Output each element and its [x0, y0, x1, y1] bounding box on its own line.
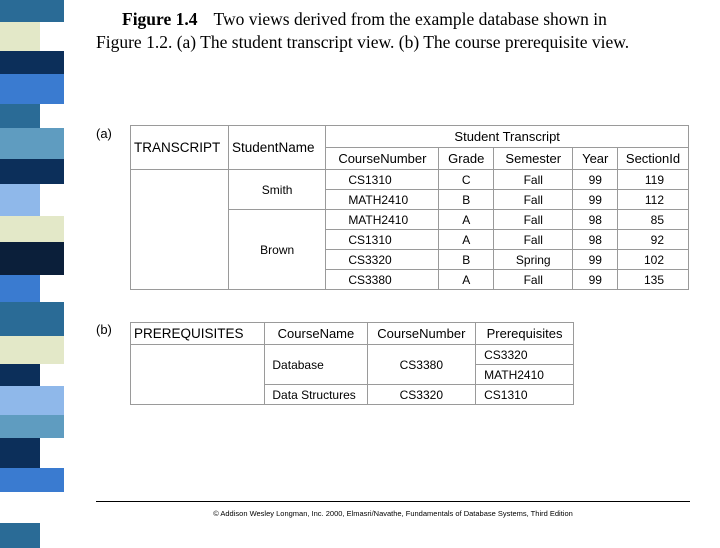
transcript-cell: 98	[573, 210, 618, 230]
prerequisite-row	[131, 345, 574, 365]
course-name: Data Structures	[265, 385, 367, 405]
transcript-view-name: TRANSCRIPT	[131, 126, 229, 170]
transcript-cell: 92	[618, 230, 689, 250]
caption-line-1: Two views derived from the example database shown in	[213, 9, 607, 29]
transcript-cell: 99	[573, 270, 618, 290]
transcript-cell: CS3320	[326, 250, 439, 270]
column-header-grade: Grade	[439, 148, 494, 170]
stripe-block	[0, 275, 40, 302]
transcript-cell: 112	[618, 190, 689, 210]
student-transcript-header: Student Transcript	[326, 126, 689, 148]
transcript-cell: 85	[618, 210, 689, 230]
stripe-block	[0, 184, 40, 216]
course-number: CS3320	[367, 385, 476, 405]
transcript-cell: A	[439, 230, 494, 250]
stripe-block	[0, 104, 40, 128]
column-header-semester: Semester	[494, 148, 573, 170]
transcript-cell: C	[439, 170, 494, 190]
caption-line-2: Figure 1.2. (a) The student transcript view. (b) The course prerequisite view.	[96, 32, 630, 52]
prerequisite-course: MATH2410	[476, 365, 574, 385]
transcript-cell: 119	[618, 170, 689, 190]
stripe-block	[0, 386, 64, 415]
stripe-block	[0, 22, 40, 51]
transcript-cell: Fall	[494, 170, 573, 190]
transcript-cell: CS3380	[326, 270, 439, 290]
stripe-block	[0, 242, 64, 275]
stripe-block	[0, 302, 64, 336]
transcript-cell: Fall	[494, 270, 573, 290]
transcript-cell: 99	[573, 250, 618, 270]
stripe-block	[0, 74, 64, 104]
stripe-block	[0, 0, 64, 22]
part-b-label: (b)	[96, 322, 112, 337]
stripe-block	[0, 336, 64, 364]
stripe-block	[0, 438, 40, 468]
figure-number: Figure 1.4	[122, 9, 198, 29]
transcript-cell: 135	[618, 270, 689, 290]
transcript-cell: CS1310	[326, 170, 439, 190]
transcript-cell: 99	[573, 170, 618, 190]
prerequisite-course: CS1310	[476, 385, 574, 405]
copyright-footer: © Addison Wesley Longman, Inc. 2000, Elmasri/Navathe, Fundamentals of Database Systems, Third Edition	[213, 509, 573, 518]
course-number: CS3380	[367, 345, 476, 385]
stripe-block	[0, 128, 64, 159]
column-header-year: Year	[573, 148, 618, 170]
column-header-coursenumber: CourseNumber	[326, 148, 439, 170]
stripe-block	[0, 415, 64, 438]
student-name: Brown	[228, 210, 325, 290]
transcript-cell: CS1310	[326, 230, 439, 250]
column-header-prerequisites: Prerequisites	[476, 323, 574, 345]
column-header-coursenumber: CourseNumber	[367, 323, 476, 345]
course-name: Database	[265, 345, 367, 385]
student-name: Smith	[228, 170, 325, 210]
transcript-cell: Fall	[494, 230, 573, 250]
stripe-block	[0, 364, 40, 386]
student-name-header: StudentName	[228, 126, 325, 170]
stripe-block	[0, 216, 64, 242]
part-a-label: (a)	[96, 126, 112, 141]
stripe-block	[0, 468, 64, 492]
stripe-block	[0, 492, 64, 523]
footer-rule	[96, 501, 690, 502]
column-header-sectionid: SectionId	[618, 148, 689, 170]
transcript-table	[130, 125, 689, 290]
prerequisites-view-name: PREREQUISITES	[131, 323, 265, 345]
transcript-cell: MATH2410	[326, 210, 439, 230]
transcript-cell: Spring	[494, 250, 573, 270]
transcript-cell: MATH2410	[326, 190, 439, 210]
transcript-cell: A	[439, 210, 494, 230]
stripe-block	[0, 51, 64, 74]
prerequisite-course: CS3320	[476, 345, 574, 365]
decorative-stripe	[0, 0, 64, 540]
transcript-cell: 102	[618, 250, 689, 270]
empty-cell	[131, 170, 229, 290]
transcript-cell: A	[439, 270, 494, 290]
transcript-cell: Fall	[494, 190, 573, 210]
stripe-block	[0, 523, 40, 548]
transcript-cell: B	[439, 250, 494, 270]
stripe-block	[0, 159, 64, 184]
transcript-cell: Fall	[494, 210, 573, 230]
column-header-coursename: CourseName	[265, 323, 367, 345]
prerequisites-table	[130, 322, 574, 405]
figure-caption	[96, 8, 706, 54]
transcript-cell: 98	[573, 230, 618, 250]
transcript-cell: B	[439, 190, 494, 210]
transcript-cell: 99	[573, 190, 618, 210]
empty-cell	[131, 345, 265, 405]
transcript-row	[131, 170, 689, 190]
